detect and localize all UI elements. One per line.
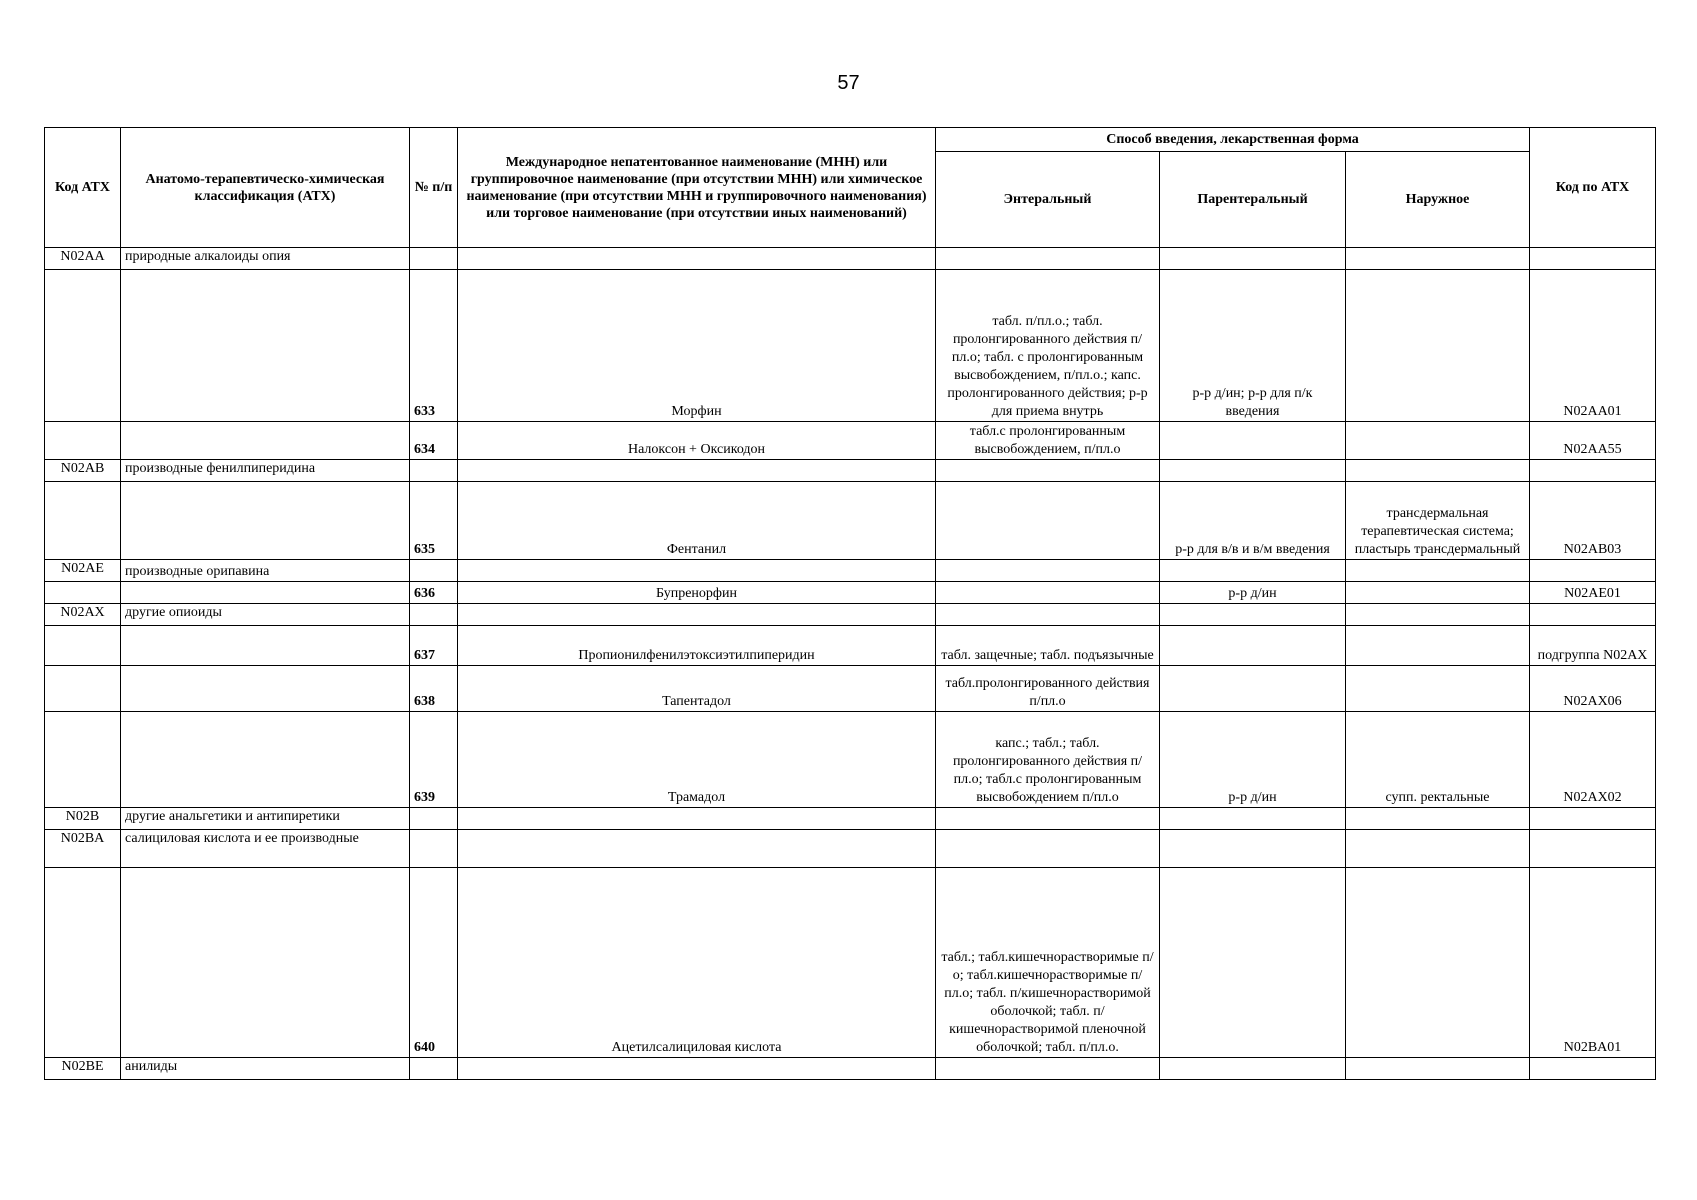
row-number: 637 <box>410 626 458 666</box>
table-header <box>45 128 1656 248</box>
parenteral-form <box>1160 666 1346 712</box>
parenteral-form: р-р д/ин <box>1160 712 1346 808</box>
row-number: 633 <box>410 270 458 422</box>
parenteral-form: р-р д/ин <box>1160 582 1346 604</box>
group-row <box>45 830 1656 868</box>
drug-name: Морфин <box>458 270 936 422</box>
atc-code: N02AE01 <box>1530 582 1656 604</box>
enteral-form: табл.с пролонгированным высвобождением, п/пл.о <box>936 422 1160 460</box>
parenteral-form: р-р для в/в и в/м введения <box>1160 482 1346 560</box>
drug-name: Налоксон + Оксикодон <box>458 422 936 460</box>
medicines-table <box>44 127 1656 1080</box>
enteral-form: табл.пролонгированного действия п/пл.о <box>936 666 1160 712</box>
row-number: 639 <box>410 712 458 808</box>
page-number: 57 <box>837 72 860 94</box>
row-number: 634 <box>410 422 458 460</box>
group-classification: другие анальгетики и антипиретики <box>121 808 410 830</box>
group-code: N02AA <box>45 248 121 270</box>
table-body <box>45 248 1656 1080</box>
parenteral-form <box>1160 868 1346 1058</box>
drug-name: Ацетилсалициловая кислота <box>458 868 936 1058</box>
table-row <box>45 868 1656 1058</box>
atc-code: подгруппа N02AX <box>1530 626 1656 666</box>
header-code: Код АТХ <box>45 128 121 248</box>
table-row <box>45 712 1656 808</box>
group-classification: природные алкалоиды опия <box>121 248 410 270</box>
header-parenteral: Парентеральный <box>1160 152 1346 248</box>
header-name: Международное непатентованное наименование (МНН) или группировочное наименование (при отсутствии МНН) или химическое наименование (при отсутствии МНН и группировочного наименования) или торговое наименование (при отсутствии иных наименований) <box>458 128 936 248</box>
group-classification: производные фенилпиперидина <box>121 460 410 482</box>
drug-name: Тапентадол <box>458 666 936 712</box>
group-code: N02AE <box>45 560 121 582</box>
group-classification: анилиды <box>121 1058 410 1080</box>
table-row <box>45 666 1656 712</box>
atc-code: N02AA01 <box>1530 270 1656 422</box>
enteral-form: табл. п/пл.о.; табл. пролонгированного действия п/пл.о; табл. с пролонгированным высвобождением, п/пл.о.; капс. пролонгированного действия; р-р для приема внутрь <box>936 270 1160 422</box>
enteral-form: капс.; табл.; табл. пролонгированного действия п/пл.о; табл.с пролонгированным высвобождением п/пл.о <box>936 712 1160 808</box>
atc-code: N02AB03 <box>1530 482 1656 560</box>
external-form <box>1346 270 1530 422</box>
drug-name: Фентанил <box>458 482 936 560</box>
parenteral-form <box>1160 422 1346 460</box>
parenteral-form <box>1160 626 1346 666</box>
external-form: трансдермальная терапевтическая система; пластырь трансдермальный <box>1346 482 1530 560</box>
group-code: N02B <box>45 808 121 830</box>
drug-name: Трамадол <box>458 712 936 808</box>
atc-code: N02AX02 <box>1530 712 1656 808</box>
external-form <box>1346 582 1530 604</box>
enteral-form <box>936 582 1160 604</box>
header-num: № п/п <box>410 128 458 248</box>
external-form <box>1346 868 1530 1058</box>
row-number: 640 <box>410 868 458 1058</box>
group-code: N02AB <box>45 460 121 482</box>
table-row <box>45 482 1656 560</box>
enteral-form: табл. защечные; табл. подъязычные <box>936 626 1160 666</box>
drug-name: Бупренорфин <box>458 582 936 604</box>
group-row <box>45 560 1656 582</box>
group-code: N02AX <box>45 604 121 626</box>
atc-code: N02AX06 <box>1530 666 1656 712</box>
group-classification: салициловая кислота и ее производные <box>121 830 410 868</box>
row-number: 638 <box>410 666 458 712</box>
group-code: N02BA <box>45 830 121 868</box>
atc-code: N02BA01 <box>1530 868 1656 1058</box>
header-classification: Анатомо-терапевтическо-химическая классификация (АТХ) <box>121 128 410 248</box>
table-row <box>45 422 1656 460</box>
header-enteral: Энтеральный <box>936 152 1160 248</box>
group-row <box>45 1058 1656 1080</box>
header-route-group: Способ введения, лекарственная форма <box>936 128 1530 152</box>
group-code: N02BE <box>45 1058 121 1080</box>
group-row <box>45 248 1656 270</box>
table-row <box>45 270 1656 422</box>
group-row <box>45 604 1656 626</box>
enteral-form <box>936 482 1160 560</box>
group-classification: производные орипавина <box>121 560 410 582</box>
external-form <box>1346 422 1530 460</box>
parenteral-form: р-р д/ин; р-р для п/к введения <box>1160 270 1346 422</box>
enteral-form: табл.; табл.кишечнорастворимые п/о; табл.кишечнорастворимые п/пл.о; табл. п/кишечнорастворимой оболочкой; табл. п/кишечнорастворимой пленочной оболочкой; табл. п/пл.о. <box>936 868 1160 1058</box>
group-row <box>45 460 1656 482</box>
external-form: супп. ректальные <box>1346 712 1530 808</box>
external-form <box>1346 626 1530 666</box>
header-atc-code: Код по АТХ <box>1530 128 1656 248</box>
group-row <box>45 808 1656 830</box>
row-number: 636 <box>410 582 458 604</box>
row-number: 635 <box>410 482 458 560</box>
external-form <box>1346 666 1530 712</box>
table-row <box>45 626 1656 666</box>
table-row <box>45 582 1656 604</box>
atc-code: N02AA55 <box>1530 422 1656 460</box>
group-classification: другие опиоиды <box>121 604 410 626</box>
drug-name: Пропионилфенилэтоксиэтилпиперидин <box>458 626 936 666</box>
header-external: Наружное <box>1346 152 1530 248</box>
